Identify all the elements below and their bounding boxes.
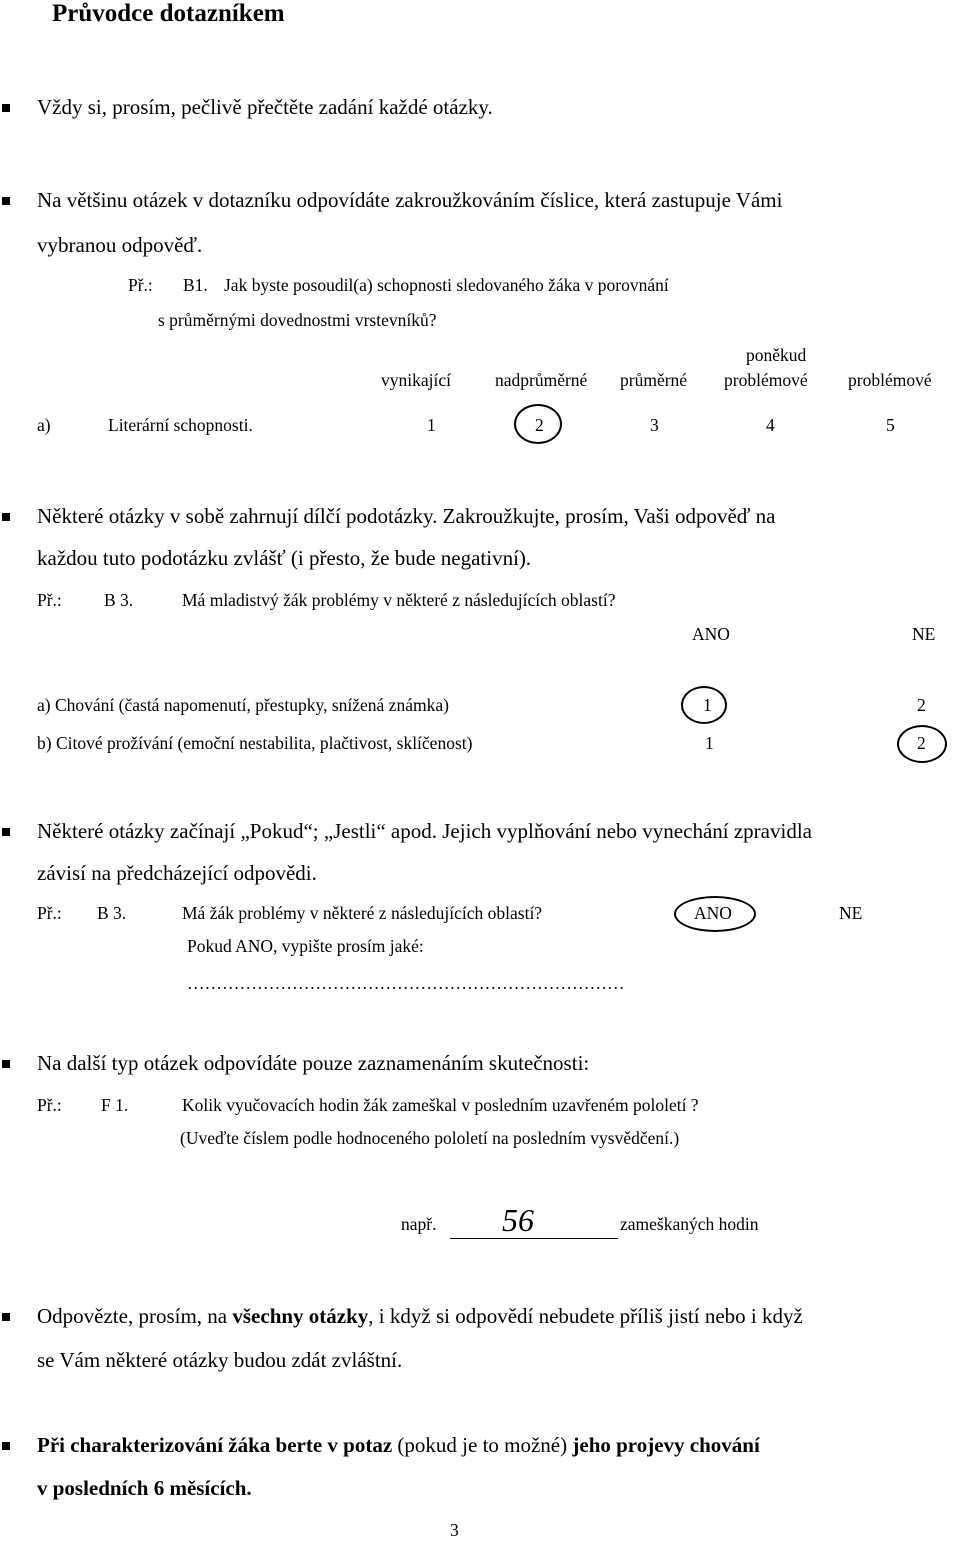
- answer-yes: ANO: [694, 903, 732, 923]
- emphasis-text: v posledních 6 měsících.: [37, 1476, 252, 1500]
- text-part: Odpovězte, prosím, na: [37, 1304, 233, 1328]
- bullet-icon: [2, 197, 10, 205]
- subquestion-b: b) Citové prožívání (emoční nestabilita, plačtivost, sklíčenost): [37, 733, 473, 753]
- text-part: (pokud je to možné): [392, 1433, 573, 1457]
- bullet-icon: [2, 1442, 10, 1450]
- column-no: NE: [912, 624, 936, 644]
- example-prefix: Př.:: [37, 903, 62, 923]
- scale-value-1: 1: [427, 415, 436, 435]
- instruction-circle-line1: Na většinu otázek v dotazníku odpovídáte zakroužkováním číslice, která zastupuje Vámi: [37, 188, 783, 212]
- subquestion-a: a) Chování (častá napomenutí, přestupky, snížená známka): [37, 695, 449, 715]
- scale-heading-somewhat-problematic: problémové: [724, 370, 808, 390]
- example-question: Má mladistvý žák problémy v některé z následujících oblastí?: [182, 590, 616, 610]
- page-number: 3: [450, 1520, 459, 1540]
- instruction-six-months-line1: [37, 1433, 760, 1458]
- item-text: Literární schopnosti.: [108, 415, 253, 435]
- example-eg: např.: [401, 1214, 437, 1234]
- scale-heading-above-average: nadprůměrné: [495, 370, 588, 390]
- bullet-icon: [2, 1313, 10, 1321]
- instruction-answer-all-line2: se Vám některé otázky budou zdát zvláštní.: [37, 1348, 403, 1372]
- example-question-line1: Jak byste posoudil(a) schopnosti sledovaného žáka v porovnání: [224, 275, 669, 295]
- example-question: Má žák problémy v některé z následujících oblastí?: [182, 903, 543, 923]
- scale-value-2: 2: [535, 415, 544, 435]
- instruction-circle-line2: vybranou odpověď.: [37, 233, 203, 257]
- scale-heading-somewhat: poněkud: [746, 345, 807, 365]
- scale-value-4: 4: [766, 415, 775, 435]
- column-yes: ANO: [692, 624, 730, 644]
- example-unit: zameškaných hodin: [620, 1214, 759, 1234]
- emphasis-text: Při charakterizování žáka berte v potaz: [37, 1433, 393, 1457]
- example-question-line2: s průměrnými dovednostmi vrstevníků?: [158, 310, 437, 330]
- subquestion-a-no: 2: [917, 695, 926, 715]
- scale-heading-average: průměrné: [620, 370, 688, 390]
- page-title: Průvodce dotazníkem: [52, 0, 285, 27]
- example-prefix: Př.:: [37, 590, 62, 610]
- scale-heading-problematic: problémové: [848, 370, 932, 390]
- example-code: B 3.: [97, 903, 127, 923]
- answer-dotted-line: …………………………………………………………………: [187, 973, 625, 993]
- emphasis-text: všechny otázky: [232, 1304, 369, 1328]
- fill-in-line: [450, 1238, 618, 1239]
- instruction-conditional-line1: Některé otázky začínají „Pokud“; „Jestli“ apod. Jejich vyplňování nebo vynechání zpravidla: [37, 819, 812, 843]
- scale-heading-excellent: vynikající: [381, 370, 451, 390]
- subquestion-b-no: 2: [917, 733, 926, 753]
- subquestion-b-yes: 1: [705, 733, 714, 753]
- example-code: F 1.: [101, 1095, 129, 1115]
- bullet-icon: [2, 513, 10, 521]
- example-prefix: Př.:: [128, 275, 153, 295]
- subquestion-a-yes: 1: [703, 695, 712, 715]
- example-code: B 3.: [104, 590, 134, 610]
- example-note: (Uveďte číslem podle hodnoceného pololetí na posledním vysvědčení.): [180, 1128, 680, 1148]
- example-code: B1.: [183, 275, 208, 295]
- item-label: a): [37, 415, 51, 435]
- scale-value-5: 5: [886, 415, 895, 435]
- handwritten-value: 56: [502, 1202, 534, 1238]
- bullet-icon: [2, 104, 10, 112]
- instruction-conditional-line2: závisí na předcházející odpovědi.: [37, 861, 317, 885]
- scale-value-3: 3: [650, 415, 659, 435]
- example-followup: Pokud ANO, vypište prosím jaké:: [187, 936, 424, 956]
- instruction-record-fact: Na další typ otázek odpovídáte pouze zaznamenáním skutečnosti:: [37, 1051, 590, 1075]
- instruction-read-carefully: Vždy si, prosím, pečlivě přečtěte zadání každé otázky.: [37, 95, 493, 119]
- example-prefix: Př.:: [37, 1095, 62, 1115]
- text-part: , i když si odpovědí nebudete příliš jistí nebo i když: [368, 1304, 803, 1328]
- bullet-icon: [2, 1060, 10, 1068]
- answer-no: NE: [839, 903, 863, 923]
- instruction-subquestions-line2: každou tuto podotázku zvlášť (i přesto, že bude negativní).: [37, 546, 532, 570]
- bullet-icon: [2, 828, 10, 836]
- instruction-answer-all-line1: [37, 1304, 803, 1329]
- emphasis-text: jeho projevy chování: [572, 1433, 760, 1457]
- example-question: Kolik vyučovacích hodin žák zameškal v posledním uzavřeném pololetí ?: [182, 1095, 699, 1115]
- instruction-six-months-line2: [37, 1476, 252, 1501]
- instruction-subquestions-line1: Některé otázky v sobě zahrnují dílčí podotázky. Zakroužkujte, prosím, Vaši odpověď na: [37, 504, 776, 528]
